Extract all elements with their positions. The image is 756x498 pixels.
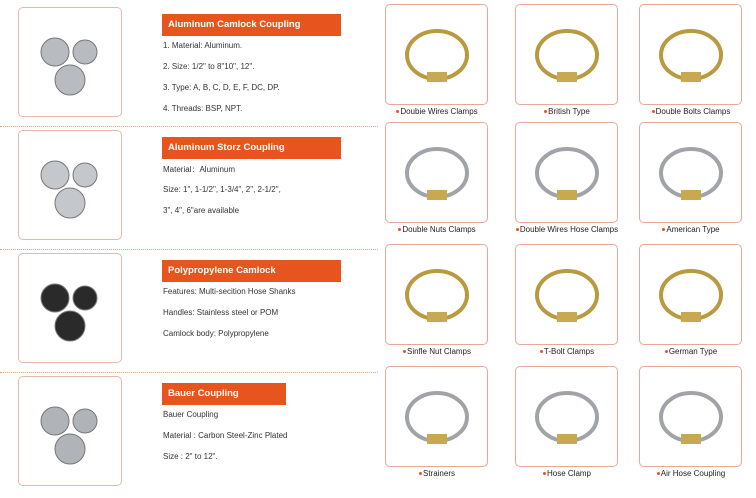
- bullet-icon: [652, 110, 655, 113]
- product-label[interactable]: Air Hose Coupling: [626, 469, 756, 478]
- product-card[interactable]: [515, 366, 618, 467]
- section-title: Aluminum Camlock Coupling: [162, 14, 341, 36]
- coupling-image-icon: [30, 145, 110, 225]
- product-card[interactable]: [639, 366, 742, 467]
- clamp-image-icon: [651, 382, 731, 452]
- divider: [0, 126, 378, 127]
- section-title: Polypropylene Camlock: [162, 260, 341, 282]
- section-image: [18, 130, 122, 240]
- clamp-image-icon: [527, 382, 607, 452]
- bullet-icon: [396, 110, 399, 113]
- section-line: Bauer Coupling: [163, 410, 219, 419]
- clamp-image-icon: [527, 20, 607, 90]
- clamp-image-icon: [527, 260, 607, 330]
- section-image: [18, 253, 122, 363]
- clamp-image-icon: [397, 260, 477, 330]
- section-line: Material：Aluminum: [163, 165, 236, 174]
- product-label[interactable]: Strainers: [372, 469, 502, 478]
- bullet-icon: [657, 472, 660, 475]
- product-card[interactable]: [515, 4, 618, 105]
- product-label[interactable]: T-Bolt Clamps: [502, 347, 632, 356]
- coupling-image-icon: [30, 391, 110, 471]
- clamp-image-icon: [397, 20, 477, 90]
- section-line: 1. Material: Aluminum.: [163, 41, 243, 50]
- bullet-icon: [419, 472, 422, 475]
- product-label[interactable]: Double Bolts Clamps: [626, 107, 756, 116]
- bullet-icon: [398, 228, 401, 231]
- product-label[interactable]: American Type: [626, 225, 756, 234]
- section-line: 3", 4", 6"are available: [163, 206, 240, 215]
- bullet-icon: [665, 350, 668, 353]
- clamp-image-icon: [651, 138, 731, 208]
- product-card[interactable]: [385, 366, 488, 467]
- product-label[interactable]: German Type: [626, 347, 756, 356]
- coupling-image-icon: [30, 268, 110, 348]
- product-card[interactable]: [385, 122, 488, 223]
- clamp-image-icon: [651, 260, 731, 330]
- product-card[interactable]: [515, 122, 618, 223]
- clamp-image-icon: [527, 138, 607, 208]
- product-label[interactable]: Sinfle Nut Clamps: [372, 347, 502, 356]
- section-image: [18, 7, 122, 117]
- section-line: Material : Carbon Steel-Zinc Plated: [163, 431, 288, 440]
- bullet-icon: [662, 228, 665, 231]
- section-title: Aluminum Storz Coupling: [162, 137, 341, 159]
- bullet-icon: [540, 350, 543, 353]
- clamp-image-icon: [397, 138, 477, 208]
- product-card[interactable]: [639, 122, 742, 223]
- product-label[interactable]: Double Nuts Clamps: [372, 225, 502, 234]
- divider: [0, 249, 378, 250]
- section-line: Camlock body: Polypropylene: [163, 329, 269, 338]
- bullet-icon: [516, 228, 519, 231]
- bullet-icon: [403, 350, 406, 353]
- product-label[interactable]: Doubie Wires Clamps: [372, 107, 502, 116]
- section-line: Size : 2" to 12".: [163, 452, 218, 461]
- bullet-icon: [543, 472, 546, 475]
- section-line: 3. Type: A, B, C, D, E, F, DC, DP.: [163, 83, 280, 92]
- product-label[interactable]: Double Wires Hose Clamps: [502, 225, 632, 234]
- section-line: 4. Threads: BSP, NPT.: [163, 104, 243, 113]
- section-image: [18, 376, 122, 486]
- clamp-image-icon: [397, 382, 477, 452]
- section-line: Features: Multi-secition Hose Shanks: [163, 287, 296, 296]
- product-card[interactable]: [639, 244, 742, 345]
- section-line: Handles: Stainless steel or POM: [163, 308, 279, 317]
- product-label[interactable]: Hose Clamp: [502, 469, 632, 478]
- clamp-image-icon: [651, 20, 731, 90]
- product-card[interactable]: [385, 4, 488, 105]
- product-label[interactable]: British Type: [502, 107, 632, 116]
- bullet-icon: [544, 110, 547, 113]
- product-card[interactable]: [385, 244, 488, 345]
- divider: [0, 372, 378, 373]
- coupling-image-icon: [30, 22, 110, 102]
- section-title: Bauer Coupling: [162, 383, 286, 405]
- product-card[interactable]: [515, 244, 618, 345]
- section-line: 2. Size: 1/2" to 8"10", 12".: [163, 62, 255, 71]
- section-line: Size: 1", 1-1/2", 1-3/4", 2", 2-1/2",: [163, 185, 281, 194]
- product-card[interactable]: [639, 4, 742, 105]
